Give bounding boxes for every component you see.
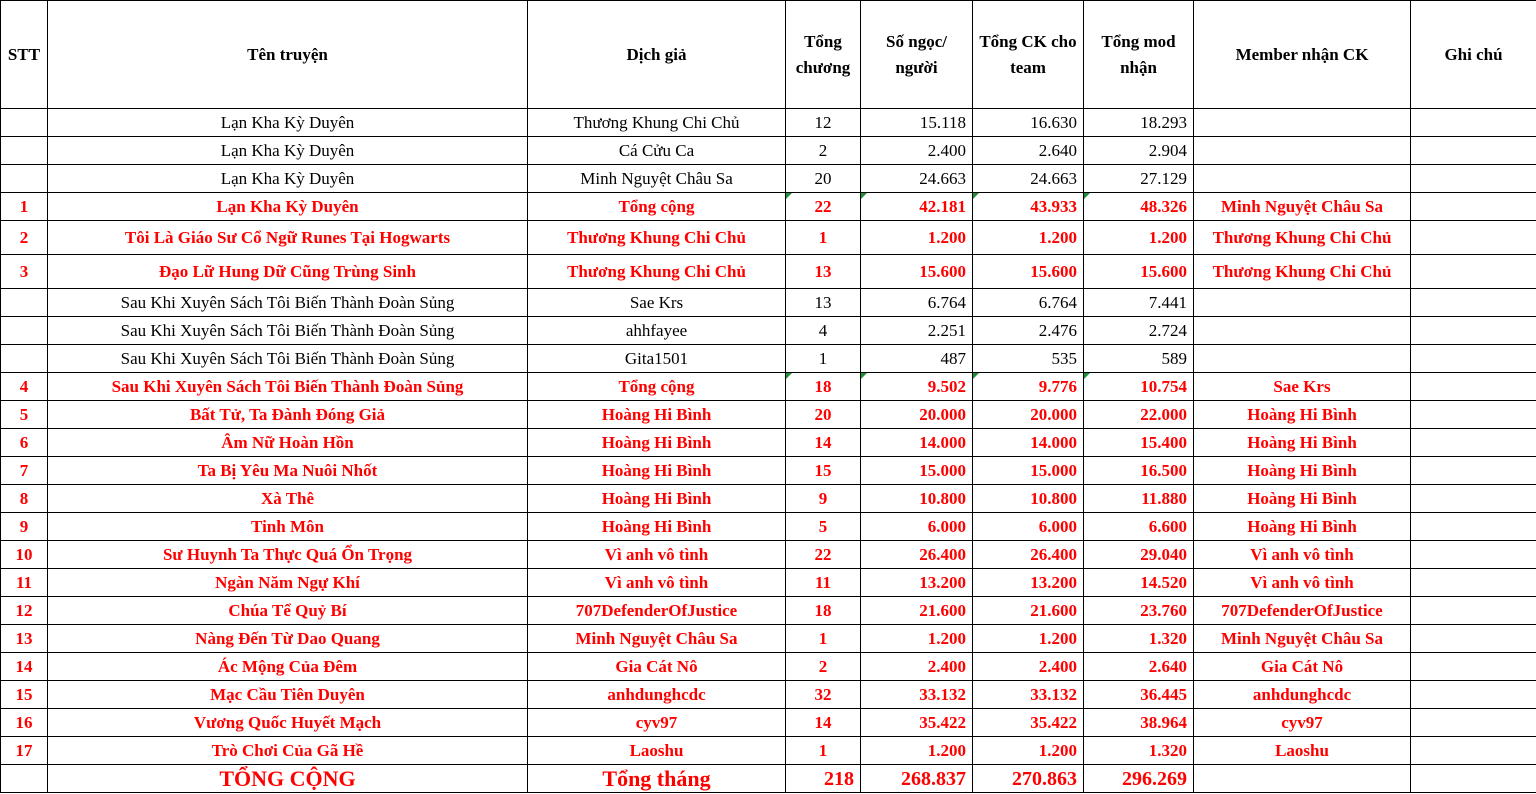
table-row (1, 165, 1536, 193)
cell-gems[interactable]: 15.600 (861, 255, 973, 289)
cell-translator[interactable]: Hoàng Hi Bình (528, 485, 786, 513)
cell-chapters[interactable]: 20 (786, 165, 861, 193)
header-ck-team[interactable]: Tổng CK cho team (973, 1, 1084, 109)
table-row (1, 317, 1536, 345)
cell-chapters[interactable] (786, 373, 861, 401)
cell-chapters[interactable]: 20 (786, 401, 861, 429)
cell-title[interactable]: Âm Nữ Hoàn Hồn (48, 429, 528, 457)
cell-mod[interactable]: 23.760 (1084, 597, 1194, 625)
cell-note[interactable] (1411, 569, 1536, 597)
cell-ck-team[interactable]: 15.600 (973, 255, 1084, 289)
cell-chapters[interactable]: 1 (786, 625, 861, 653)
cell-note[interactable] (1411, 109, 1536, 137)
total-member[interactable] (1194, 765, 1411, 793)
cell-translator[interactable]: Hoàng Hi Bình (528, 429, 786, 457)
cell-member[interactable] (1194, 289, 1411, 317)
cell-stt[interactable]: 16 (1, 709, 48, 737)
error-flag-icon (786, 373, 792, 379)
cell-note[interactable] (1411, 541, 1536, 569)
cell-ck-team[interactable]: 13.200 (973, 569, 1084, 597)
cell-title[interactable]: Tinh Môn (48, 513, 528, 541)
cell-mod[interactable] (1084, 373, 1194, 401)
header-translator[interactable]: Dịch giả (528, 1, 786, 109)
cell-note[interactable] (1411, 221, 1536, 255)
cell-chapters[interactable]: 18 (786, 597, 861, 625)
cell-note[interactable] (1411, 513, 1536, 541)
cell-stt[interactable]: 7 (1, 457, 48, 485)
cell-gems[interactable]: 1.200 (861, 625, 973, 653)
cell-title[interactable]: Sau Khi Xuyên Sách Tôi Biến Thành Đoàn Sủng (48, 317, 528, 345)
cell-ck-team[interactable]: 2.400 (973, 653, 1084, 681)
header-title[interactable]: Tên truyện (48, 1, 528, 109)
cell-member[interactable]: Hoàng Hi Bình (1194, 513, 1411, 541)
cell-member[interactable]: Hoàng Hi Bình (1194, 457, 1411, 485)
cell-ck-team[interactable]: 1.200 (973, 625, 1084, 653)
total-gems[interactable]: 268.837 (861, 765, 973, 793)
cell-member[interactable]: Vì anh vô tình (1194, 569, 1411, 597)
cell-stt[interactable]: 14 (1, 653, 48, 681)
cell-value: 9.776 (1038, 376, 1077, 396)
cell-ck-team[interactable]: 15.000 (973, 457, 1084, 485)
cell-note[interactable] (1411, 401, 1536, 429)
cell-note[interactable] (1411, 625, 1536, 653)
cell-mod[interactable]: 18.293 (1084, 109, 1194, 137)
table-row (1, 373, 1536, 401)
cell-mod[interactable]: 589 (1084, 345, 1194, 373)
cell-note[interactable] (1411, 429, 1536, 457)
cell-title[interactable]: Lạn Kha Kỳ Duyên (48, 109, 528, 137)
cell-value: 9.502 (927, 376, 966, 396)
cell-gems[interactable]: 21.600 (861, 597, 973, 625)
cell-translator[interactable]: 707DefenderOfJustice (528, 597, 786, 625)
cell-ck-team[interactable]: 535 (973, 345, 1084, 373)
cell-note[interactable] (1411, 457, 1536, 485)
cell-stt[interactable] (1, 345, 48, 373)
cell-stt[interactable]: 4 (1, 373, 48, 401)
cell-title[interactable]: Tôi Là Giáo Sư Cổ Ngữ Runes Tại Hogwarts (48, 221, 528, 255)
cell-chapters[interactable]: 14 (786, 709, 861, 737)
cell-ck-team[interactable]: 16.630 (973, 109, 1084, 137)
cell-title[interactable]: Ta Bị Yêu Ma Nuôi Nhốt (48, 457, 528, 485)
error-flag-icon (973, 373, 979, 379)
cell-member[interactable] (1194, 345, 1411, 373)
cell-value: 48.326 (1140, 196, 1187, 216)
cell-note[interactable] (1411, 681, 1536, 709)
cell-mod[interactable]: 7.441 (1084, 289, 1194, 317)
table-row (1, 289, 1536, 317)
cell-stt[interactable]: 10 (1, 541, 48, 569)
cell-chapters[interactable]: 1 (786, 737, 861, 765)
cell-translator[interactable]: Vì anh vô tình (528, 541, 786, 569)
cell-translator[interactable]: cyv97 (528, 709, 786, 737)
total-label[interactable]: TỔNG CỘNG (48, 765, 528, 793)
cell-ck-team[interactable]: 21.600 (973, 597, 1084, 625)
cell-chapters[interactable]: 1 (786, 221, 861, 255)
cell-chapters[interactable]: 12 (786, 109, 861, 137)
cell-title[interactable]: Sau Khi Xuyên Sách Tôi Biến Thành Đoàn Sủng (48, 373, 528, 401)
cell-translator[interactable]: Gita1501 (528, 345, 786, 373)
table-row (1, 457, 1536, 485)
cell-ck-team[interactable]: 24.663 (973, 165, 1084, 193)
cell-translator[interactable]: Hoàng Hi Bình (528, 401, 786, 429)
cell-chapters[interactable]: 4 (786, 317, 861, 345)
cell-mod[interactable]: 27.129 (1084, 165, 1194, 193)
cell-stt[interactable]: 12 (1, 597, 48, 625)
total-ck-team[interactable]: 270.863 (973, 765, 1084, 793)
total-note[interactable] (1411, 765, 1536, 793)
cell-translator[interactable]: Hoàng Hi Bình (528, 513, 786, 541)
cell-note[interactable] (1411, 165, 1536, 193)
cell-member[interactable]: cyv97 (1194, 709, 1411, 737)
cell-translator[interactable]: Thương Khung Chi Chủ (528, 255, 786, 289)
cell-note[interactable] (1411, 737, 1536, 765)
cell-gems[interactable]: 2.251 (861, 317, 973, 345)
total-row (1, 765, 1536, 793)
cell-member[interactable]: anhdunghcdc (1194, 681, 1411, 709)
cell-member[interactable]: Gia Cát Nô (1194, 653, 1411, 681)
cell-stt[interactable] (1, 109, 48, 137)
table-row (1, 681, 1536, 709)
cell-ck-team[interactable]: 6.000 (973, 513, 1084, 541)
cell-gems[interactable]: 20.000 (861, 401, 973, 429)
cell-mod[interactable]: 16.500 (1084, 457, 1194, 485)
cell-gems[interactable]: 35.422 (861, 709, 973, 737)
header-stt[interactable]: STT (1, 1, 48, 109)
cell-title[interactable]: Xà Thê (48, 485, 528, 513)
cell-translator[interactable]: Tổng cộng (528, 193, 786, 221)
cell-gems[interactable]: 6.764 (861, 289, 973, 317)
cell-chapters[interactable]: 22 (786, 541, 861, 569)
cell-gems[interactable] (861, 373, 973, 401)
cell-value: 43.933 (1030, 196, 1077, 216)
cell-stt[interactable]: 11 (1, 569, 48, 597)
cell-member[interactable]: Hoàng Hi Bình (1194, 429, 1411, 457)
cell-translator[interactable]: Tổng cộng (528, 373, 786, 401)
cell-member[interactable]: Thương Khung Chi Chủ (1194, 255, 1411, 289)
cell-member[interactable]: Vì anh vô tình (1194, 541, 1411, 569)
cell-gems[interactable]: 10.800 (861, 485, 973, 513)
cell-gems[interactable]: 6.000 (861, 513, 973, 541)
cell-member[interactable] (1194, 317, 1411, 345)
cell-mod[interactable]: 15.600 (1084, 255, 1194, 289)
cell-title[interactable]: Sư Huynh Ta Thực Quá Ổn Trọng (48, 541, 528, 569)
cell-ck-team[interactable] (973, 373, 1084, 401)
cell-chapters[interactable]: 2 (786, 653, 861, 681)
error-flag-icon (861, 373, 867, 379)
cell-mod[interactable]: 1.320 (1084, 625, 1194, 653)
cell-title[interactable]: Lạn Kha Kỳ Duyên (48, 193, 528, 221)
cell-stt[interactable] (1, 317, 48, 345)
cell-ck-team[interactable]: 33.132 (973, 681, 1084, 709)
cell-gems[interactable]: 1.200 (861, 737, 973, 765)
cell-translator[interactable]: Minh Nguyệt Châu Sa (528, 625, 786, 653)
cell-stt[interactable]: 5 (1, 401, 48, 429)
cell-chapters[interactable]: 11 (786, 569, 861, 597)
cell-translator[interactable]: Vì anh vô tình (528, 569, 786, 597)
table-row (1, 345, 1536, 373)
cell-mod[interactable]: 11.880 (1084, 485, 1194, 513)
cell-stt[interactable]: 13 (1, 625, 48, 653)
cell-chapters[interactable]: 9 (786, 485, 861, 513)
table-row (1, 109, 1536, 137)
cell-title[interactable]: Lạn Kha Kỳ Duyên (48, 165, 528, 193)
cell-member[interactable]: Sae Krs (1194, 373, 1411, 401)
cell-chapters[interactable]: 32 (786, 681, 861, 709)
cell-mod[interactable]: 1.200 (1084, 221, 1194, 255)
cell-mod[interactable]: 2.724 (1084, 317, 1194, 345)
header-mod[interactable]: Tổng mod nhận (1084, 1, 1194, 109)
cell-mod[interactable]: 38.964 (1084, 709, 1194, 737)
cell-chapters[interactable]: 13 (786, 289, 861, 317)
error-flag-icon (973, 193, 979, 199)
cell-value: 10.754 (1140, 376, 1187, 396)
error-flag-icon (861, 193, 867, 199)
table-row (1, 709, 1536, 737)
cell-translator[interactable]: Gia Cát Nô (528, 653, 786, 681)
cell-translator[interactable]: Sae Krs (528, 289, 786, 317)
header-row (1, 1, 1536, 109)
cell-note[interactable] (1411, 597, 1536, 625)
cell-stt[interactable]: 1 (1, 193, 48, 221)
cell-translator[interactable]: Minh Nguyệt Châu Sa (528, 165, 786, 193)
cell-chapters[interactable]: 2 (786, 137, 861, 165)
cell-gems[interactable]: 15.118 (861, 109, 973, 137)
table-row (1, 255, 1536, 289)
cell-translator[interactable]: Hoàng Hi Bình (528, 457, 786, 485)
cell-mod[interactable]: 14.520 (1084, 569, 1194, 597)
cell-title[interactable]: Ác Mộng Của Đêm (48, 653, 528, 681)
cell-gems[interactable]: 33.132 (861, 681, 973, 709)
cell-stt[interactable]: 17 (1, 737, 48, 765)
cell-note[interactable] (1411, 317, 1536, 345)
cell-title[interactable]: Sau Khi Xuyên Sách Tôi Biến Thành Đoàn Sủng (48, 345, 528, 373)
table-row (1, 401, 1536, 429)
cell-title[interactable]: Trò Chơi Của Gã Hề (48, 737, 528, 765)
cell-mod[interactable]: 29.040 (1084, 541, 1194, 569)
cell-title[interactable]: Chúa Tể Quỷ Bí (48, 597, 528, 625)
cell-ck-team[interactable]: 2.476 (973, 317, 1084, 345)
table-row (1, 221, 1536, 255)
cell-title[interactable]: Lạn Kha Kỳ Duyên (48, 137, 528, 165)
cell-ck-team[interactable]: 35.422 (973, 709, 1084, 737)
cell-ck-team[interactable]: 26.400 (973, 541, 1084, 569)
cell-value: 22 (814, 196, 832, 216)
header-chapters[interactable]: Tổng chương (786, 1, 861, 109)
error-flag-icon (1084, 193, 1090, 199)
cell-gems[interactable]: 2.400 (861, 653, 973, 681)
table-row (1, 137, 1536, 165)
cell-title[interactable]: Vương Quốc Huyết Mạch (48, 709, 528, 737)
cell-chapters[interactable] (786, 193, 861, 221)
table-row (1, 193, 1536, 221)
total-month-label[interactable]: Tổng tháng (528, 765, 786, 793)
header-gems-per-person[interactable]: Số ngọc/ người (861, 1, 973, 109)
cell-note[interactable] (1411, 653, 1536, 681)
cell-ck-team[interactable] (973, 193, 1084, 221)
cell-member[interactable]: Hoàng Hi Bình (1194, 485, 1411, 513)
cell-gems[interactable]: 13.200 (861, 569, 973, 597)
cell-member[interactable]: Hoàng Hi Bình (1194, 401, 1411, 429)
cell-stt[interactable]: 6 (1, 429, 48, 457)
cell-stt[interactable] (1, 137, 48, 165)
cell-note[interactable] (1411, 255, 1536, 289)
cell-stt[interactable]: 2 (1, 221, 48, 255)
table-row (1, 653, 1536, 681)
cell-gems[interactable] (861, 193, 973, 221)
cell-stt[interactable] (1, 165, 48, 193)
cell-member[interactable] (1194, 165, 1411, 193)
cell-ck-team[interactable]: 14.000 (973, 429, 1084, 457)
cell-member[interactable]: Minh Nguyệt Châu Sa (1194, 625, 1411, 653)
cell-chapters[interactable]: 14 (786, 429, 861, 457)
cell-mod[interactable]: 15.400 (1084, 429, 1194, 457)
cell-member[interactable]: Thương Khung Chi Chủ (1194, 221, 1411, 255)
cell-stt[interactable]: 3 (1, 255, 48, 289)
cell-stt[interactable] (1, 289, 48, 317)
cell-title[interactable]: Bất Tử, Ta Đành Đóng Giả (48, 401, 528, 429)
cell-chapters[interactable]: 13 (786, 255, 861, 289)
total-chapters[interactable]: 218 (786, 765, 861, 793)
table-row (1, 737, 1536, 765)
cell-note[interactable] (1411, 709, 1536, 737)
cell-title[interactable]: Sau Khi Xuyên Sách Tôi Biến Thành Đoàn Sủng (48, 289, 528, 317)
cell-translator[interactable]: Laoshu (528, 737, 786, 765)
cell-gems[interactable]: 24.663 (861, 165, 973, 193)
cell-title[interactable]: Đạo Lữ Hung Dữ Cũng Trùng Sinh (48, 255, 528, 289)
cell-chapters[interactable]: 5 (786, 513, 861, 541)
cell-translator[interactable]: Thương Khung Chi Chủ (528, 109, 786, 137)
cell-mod[interactable] (1084, 193, 1194, 221)
table-row (1, 429, 1536, 457)
cell-stt[interactable]: 8 (1, 485, 48, 513)
cell-translator[interactable]: Thương Khung Chi Chủ (528, 221, 786, 255)
cell-note[interactable] (1411, 345, 1536, 373)
cell-translator[interactable]: ahhfayee (528, 317, 786, 345)
cell-translator[interactable]: anhdunghcdc (528, 681, 786, 709)
table-row (1, 625, 1536, 653)
cell-gems[interactable]: 14.000 (861, 429, 973, 457)
cell-note[interactable] (1411, 289, 1536, 317)
header-member[interactable]: Member nhận CK (1194, 1, 1411, 109)
cell-member[interactable] (1194, 109, 1411, 137)
cell-value: 42.181 (919, 196, 966, 216)
cell-title[interactable]: Mạc Cầu Tiên Duyên (48, 681, 528, 709)
cell-member[interactable]: Minh Nguyệt Châu Sa (1194, 193, 1411, 221)
cell-gems[interactable]: 15.000 (861, 457, 973, 485)
cell-note[interactable] (1411, 193, 1536, 221)
table-row (1, 513, 1536, 541)
table-row (1, 569, 1536, 597)
header-note[interactable]: Ghi chú (1411, 1, 1536, 109)
cell-ck-team[interactable]: 6.764 (973, 289, 1084, 317)
cell-note[interactable] (1411, 485, 1536, 513)
table-row (1, 541, 1536, 569)
cell-mod[interactable]: 22.000 (1084, 401, 1194, 429)
cell-chapters[interactable]: 1 (786, 345, 861, 373)
cell-stt[interactable]: 15 (1, 681, 48, 709)
cell-member[interactable] (1194, 137, 1411, 165)
cell-note[interactable] (1411, 373, 1536, 401)
cell-gems[interactable]: 487 (861, 345, 973, 373)
cell-ck-team[interactable]: 1.200 (973, 737, 1084, 765)
table-row (1, 597, 1536, 625)
cell-mod[interactable]: 6.600 (1084, 513, 1194, 541)
cell-mod[interactable]: 2.640 (1084, 653, 1194, 681)
cell-member[interactable]: Laoshu (1194, 737, 1411, 765)
cell-stt[interactable]: 9 (1, 513, 48, 541)
cell-ck-team[interactable]: 10.800 (973, 485, 1084, 513)
cell-gems[interactable]: 26.400 (861, 541, 973, 569)
error-flag-icon (786, 193, 792, 199)
cell-ck-team[interactable]: 2.640 (973, 137, 1084, 165)
cell-member[interactable]: 707DefenderOfJustice (1194, 597, 1411, 625)
cell-gems[interactable]: 2.400 (861, 137, 973, 165)
cell-note[interactable] (1411, 137, 1536, 165)
cell-mod[interactable]: 2.904 (1084, 137, 1194, 165)
cell-stt[interactable] (1, 765, 48, 793)
cell-chapters[interactable]: 15 (786, 457, 861, 485)
cell-ck-team[interactable]: 20.000 (973, 401, 1084, 429)
cell-mod[interactable]: 36.445 (1084, 681, 1194, 709)
table-row (1, 485, 1536, 513)
cell-title[interactable]: Nàng Đến Từ Dao Quang (48, 625, 528, 653)
error-flag-icon (1084, 373, 1090, 379)
total-mod[interactable]: 296.269 (1084, 765, 1194, 793)
cell-mod[interactable]: 1.320 (1084, 737, 1194, 765)
cell-translator[interactable]: Cá Cửu Ca (528, 137, 786, 165)
cell-value: 18 (814, 376, 832, 396)
cell-title[interactable]: Ngàn Năm Ngự Khí (48, 569, 528, 597)
cell-ck-team[interactable]: 1.200 (973, 221, 1084, 255)
cell-gems[interactable]: 1.200 (861, 221, 973, 255)
